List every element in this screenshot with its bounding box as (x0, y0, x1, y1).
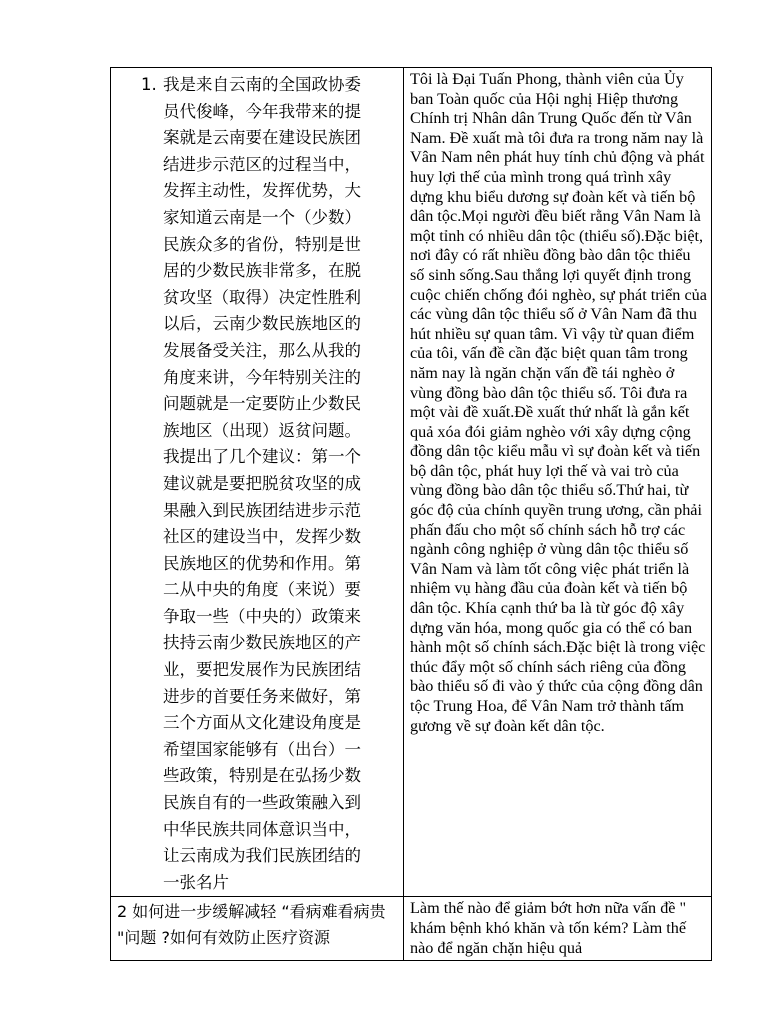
bilingual-table (110, 67, 712, 961)
vietnamese-cell (404, 897, 712, 961)
chinese-text: 我是来自云南的全国政协委员代俊峰，今年我带来的提案就是云南要在建设民族团结进步示范区的过程当中，发挥主动性，发挥优势，大家知道云南是一个（少数）民族众多的省份，特别是世居的少数民族非常多，在脱贫攻坚（取得）决定性胜利以后，云南少数民族地区的发展备受关注，那么从我的角度来讲，今年特别关注的问题就是一定要防止少数民族地区（出现）返贫问题。我提出了几个建议：第一个建议就是要把脱贫攻坚的成果融入到民族团结进步示范社区的建设当中，发挥少数民族地区的优势和作用。第二从中央的角度（来说）要争取一些（中央的）政策来扶持云南少数民族地区的产业，要把发展作为民族团结进步的首要任务来做好，第三个方面从文化建设角度是希望国家能够有（出台）一些政策，特别是在弘扬少数民族自有的一些政策融入到中华民族共同体意识当中，让云南成为我们民族团结的一张名片 (163, 75, 361, 892)
chinese-cell (111, 68, 404, 897)
table-row (111, 68, 712, 897)
chinese-cell (111, 897, 404, 961)
chinese-question: 2 如何进一步缓解减轻 “看病难看病贵 "问题 ?如何有效防止医疗资源 (117, 902, 386, 948)
vietnamese-cell (404, 68, 712, 897)
table-row (111, 897, 712, 961)
numbered-item (111, 68, 403, 896)
item-number: 1. (141, 75, 157, 94)
vietnamese-question: Làm thế nào để giảm bớt hơn nữa vấn đề " khám bệnh khó khăn và tốn kém? Làm thế nào để ngăn chặn hiệu quả (410, 899, 687, 957)
vietnamese-text: Tôi là Đại Tuấn Phong, thành viên của Ủy ban Toàn quốc của Hội nghị Hiệp thương Chính trị Nhân dân Trung Quốc đến từ Vân Nam. Đề xuất mà tôi đưa ra trong năm nay là Vân Nam nên phát huy tính chủ động và phát huy lợi thế của mình trong quá trình xây dựng khu biểu dương sự đoàn kết và tiến bộ dân tộc.Mọi người đều biết rằng Vân Nam là một tỉnh có nhiều dân tộc (thiểu số).Đặc biệt, nơi đây có rất nhiều đồng bào dân tộc thiểu số sinh sống.Sau thắng lợi quyết định trong cuộc chiến chống đói nghèo, sự phát triển của các vùng dân tộc thiểu số ở Vân Nam đã thu hút nhiều sự quan tâm. Vì vậy từ quan điểm của tôi, vấn đề cần đặc biệt quan tâm trong năm nay là ngăn chặn vấn đề tái nghèo ở vùng đồng bào dân tộc thiểu số. Tôi đưa ra một vài đề xuất.Đề xuất thứ nhất là gắn kết quả xóa đói giảm nghèo với xây dựng cộng đồng dân tộc kiểu mẫu vì sự đoàn kết và tiến bộ dân tộc, phát huy lợi thế và vai trò của vùng đồng bào dân tộc thiểu số.Thứ hai, từ góc độ của chính quyền trung ương, cần phải phấn đấu cho một số chính sách hỗ trợ các ngành công nghiệp ở vùng dân tộc thiểu số Vân Nam và làm tốt công việc phát triển là nhiệm vụ hàng đầu của đoàn kết và tiến bộ dân tộc. Khía cạnh thứ ba là từ góc độ xây dựng văn hóa, mong quốc gia có thể có ban hành một số chính sách.Đặc biệt là trong việc thúc đẩy một số chính sách riêng của đồng bào thiểu số đi vào ý thức của cộng đồng dân tộc Trung Hoa, để Vân Nam trở thành tấm gương về sự đoàn kết dân tộc. (410, 70, 707, 735)
